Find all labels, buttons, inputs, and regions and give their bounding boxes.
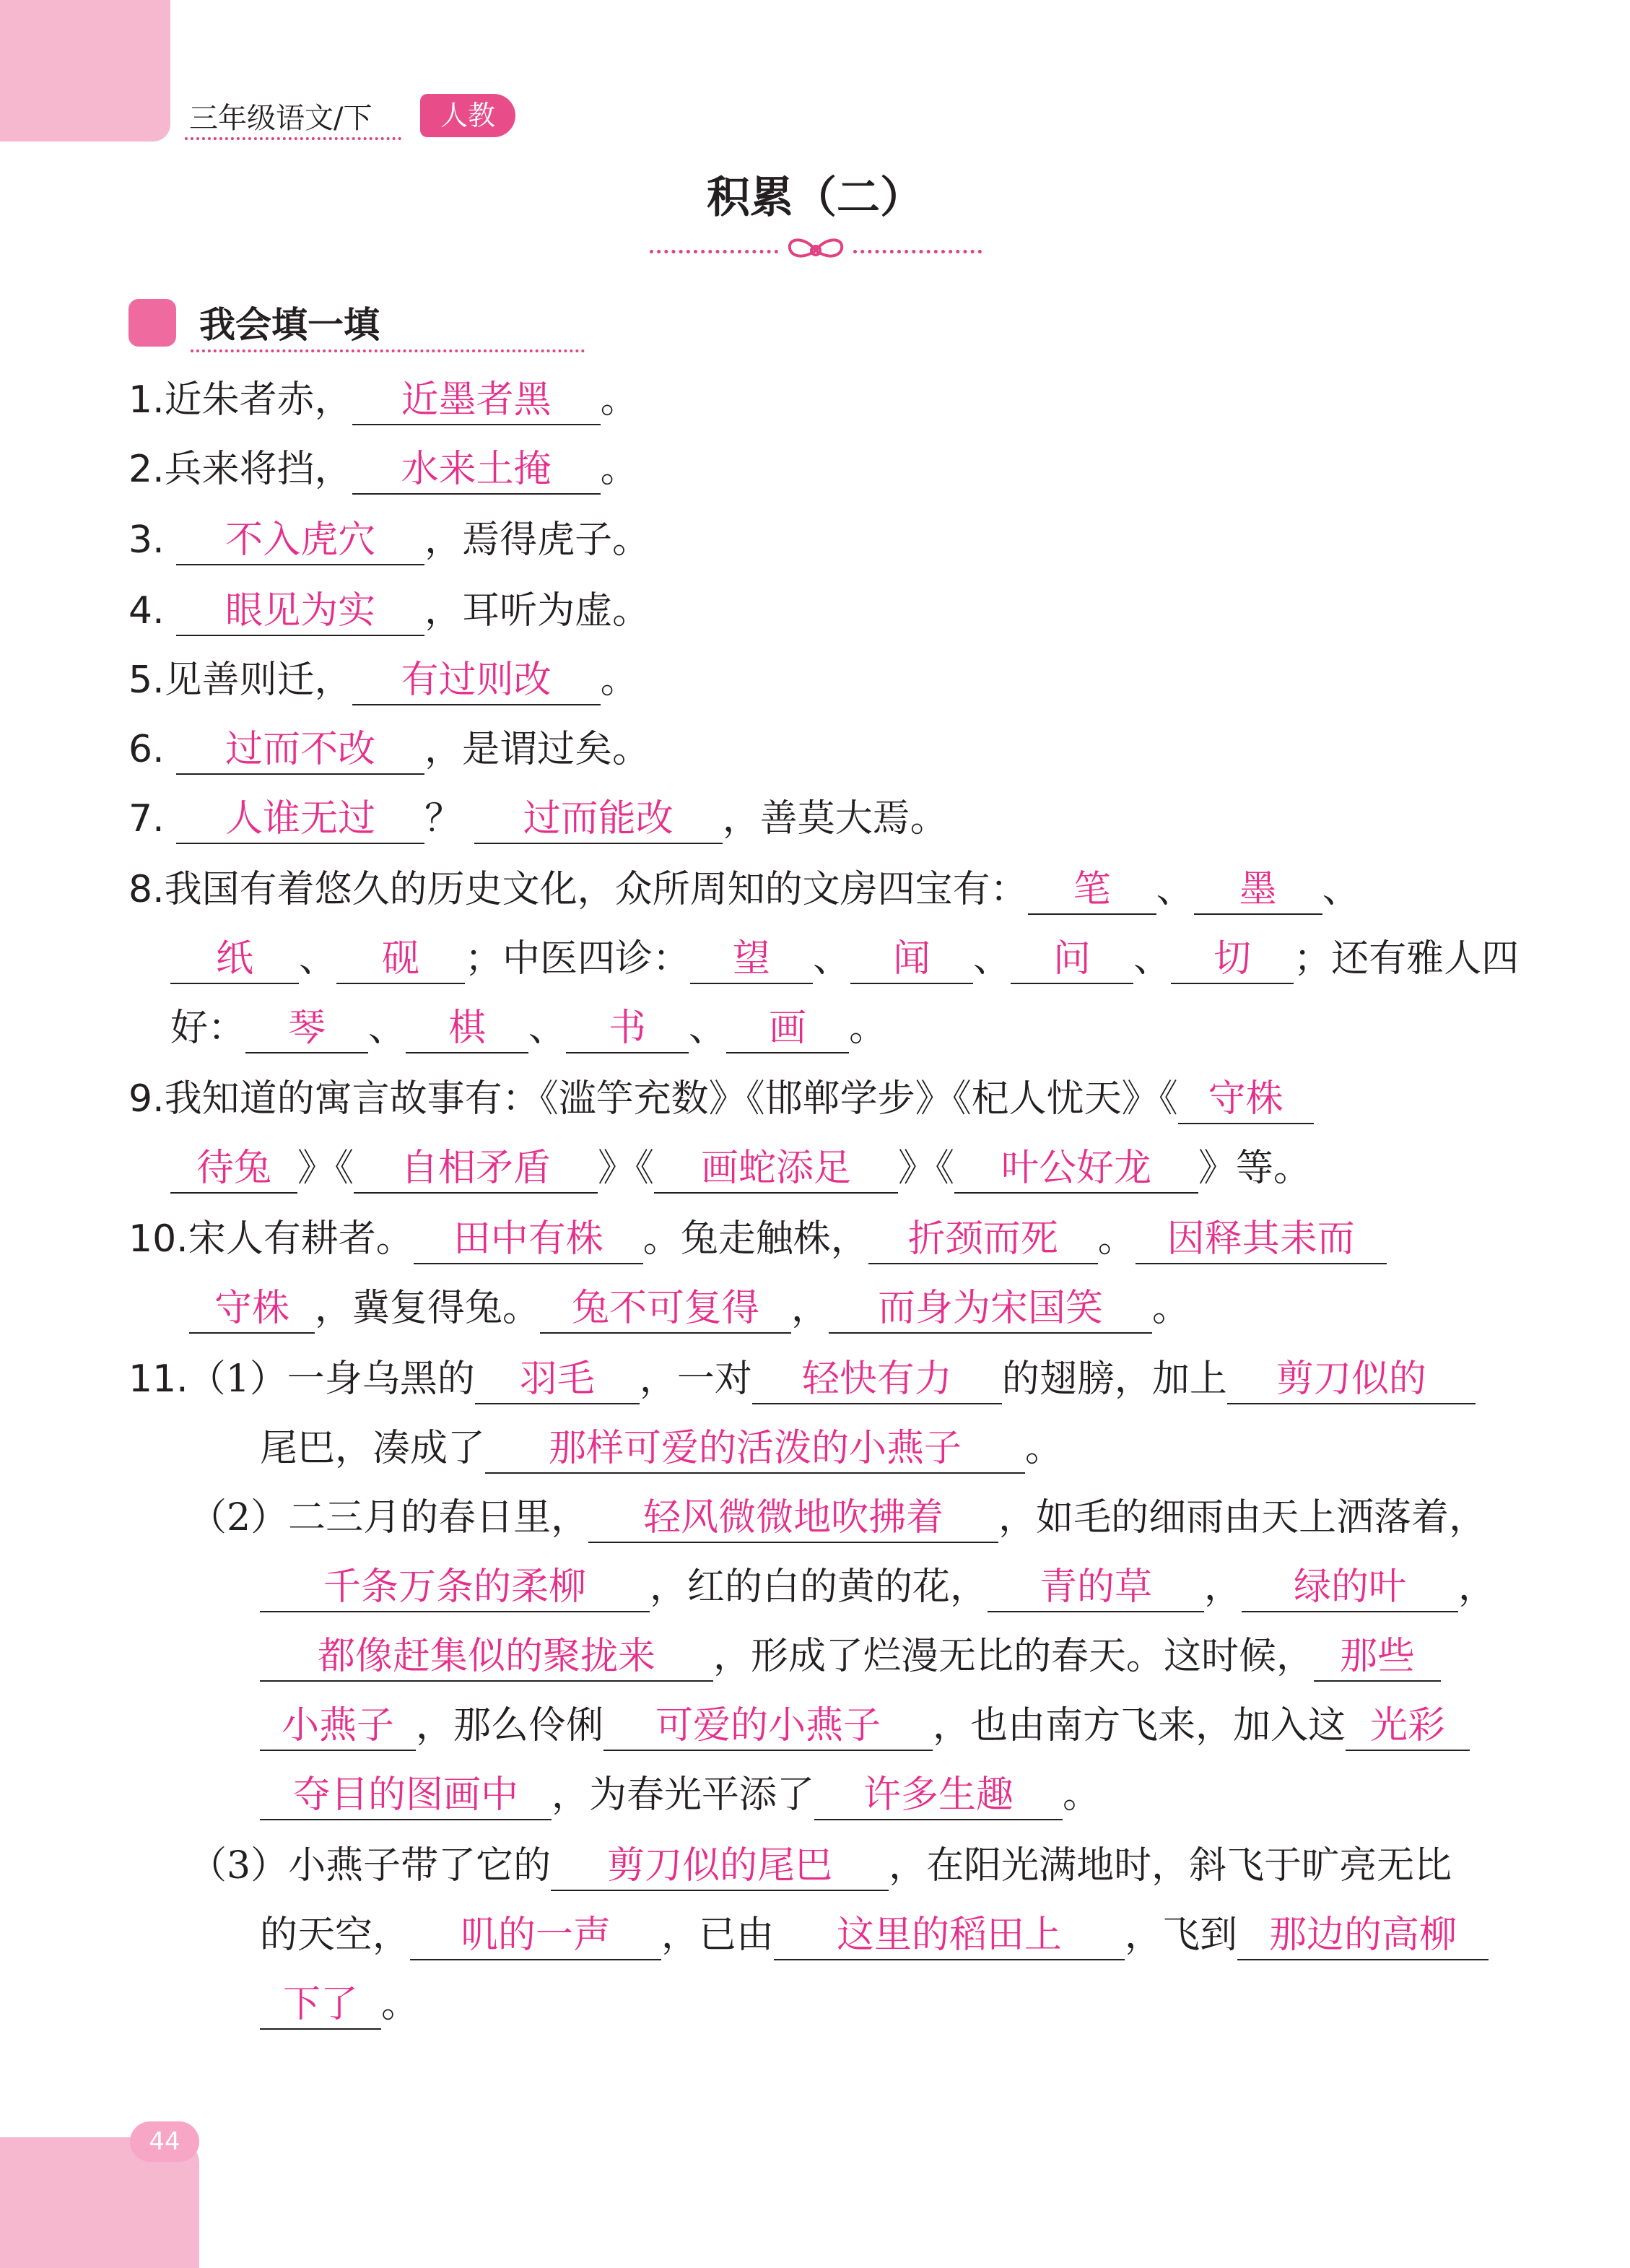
answer-blank[interactable]: 画蛇添足 [654,1144,898,1194]
answer-blank[interactable]: 不入虎穴 [176,516,424,565]
answer-blank[interactable]: 剪刀似的尾巴 [551,1842,889,1891]
answer-blank[interactable]: 笔 [1028,866,1156,915]
answer-blank[interactable]: 书 [566,1004,689,1053]
answer-blank[interactable]: 轻风微微地吹拂着 [588,1494,998,1543]
bow-icon [785,233,846,269]
answer-blank[interactable]: 轻快有力 [752,1355,1002,1404]
answer-blank[interactable]: 因释其耒而 [1136,1215,1387,1264]
question-4: 4. 眼见为实 ，耳听为虚。 [128,582,650,640]
answer-blank[interactable]: 画 [726,1004,849,1053]
corner-tab [0,0,170,142]
answer-blank[interactable]: 守株 [189,1285,315,1334]
answer-blank[interactable]: 剪刀似的 [1227,1355,1476,1404]
question-8-line-3: 好： 琴 、 棋 、 书 、 画 。 [170,999,886,1057]
question-11-part-2-line-3: 都像赶集似的聚拢来 ，形成了烂漫无比的春天。这时候， 那些 [260,1628,1441,1685]
question-2: 2.兵来将挡， 水来土掩 。 [128,440,638,498]
answer-blank[interactable]: 琴 [245,1004,368,1053]
page-title: 积累（二） [707,173,923,223]
question-11-part-2: （2）二三月的春日里， 轻风微微地吹拂着 ，如毛的细雨由天上洒落着， [189,1489,1486,1547]
answer-blank[interactable]: 问 [1011,935,1133,984]
section-heading-text: 我会填一填 [199,304,380,346]
question-7: 7. 人谁无过 ？ 过而能改 ，善莫大焉。 [128,790,948,848]
question-10-line-2: 守株 ，冀复得兔。 兔不可复得 ， 而身为宋国笑 。 [189,1279,1190,1337]
answer-blank[interactable]: 兔不可复得 [540,1285,791,1334]
header-grade-subject: 三年级语文/下 [189,102,372,135]
answer-blank[interactable]: 眼见为实 [176,587,424,636]
answer-blank[interactable]: 砚 [336,935,465,984]
title-decoration [650,233,982,269]
answer-blank[interactable]: 叶公好龙 [954,1144,1198,1194]
question-9-line-2: 待兔 》《 自相矛盾 》《 画蛇添足 》《 叶公好龙 》等。 [170,1139,1311,1197]
question-8: 8.我国有着悠久的历史文化，众所周知的文房四宝有： 笔 、 墨 、 [128,861,1360,918]
question-11-part-3-line-2: 的天空， 叽的一声 ，已由 这里的稻田上 ，飞到 那边的高柳 [260,1906,1489,1964]
answer-blank[interactable]: 棋 [406,1004,528,1053]
question-11-part-1-line-2: 尾巴，凑成了 那样可爱的活泼的小燕子 。 [260,1420,1063,1477]
answer-blank[interactable]: 那些 [1314,1633,1441,1682]
answer-blank[interactable]: 待兔 [170,1144,297,1194]
question-9: 9.我知道的寓言故事有：《滥竽充数》《邯郸学步》《杞人忧天》《 守株 [128,1070,1314,1128]
answer-blank[interactable]: 近墨者黑 [352,376,601,425]
answer-blank[interactable]: 羽毛 [475,1355,640,1404]
answer-blank[interactable]: 青的草 [988,1563,1204,1612]
answer-blank[interactable]: 纸 [170,935,299,984]
answer-blank[interactable]: 叽的一声 [410,1911,661,1960]
section-heading-underline [191,349,585,352]
answer-blank[interactable]: 那样可爱的活泼的小燕子 [485,1425,1025,1474]
answer-blank[interactable]: 夺目的图画中 [260,1771,552,1820]
answer-blank[interactable]: 光彩 [1346,1702,1470,1751]
question-8-line-2: 纸 、 砚 ；中医四诊： 望 、 闻 、 问 、 切 ；还有雅人四 [170,930,1519,988]
question-1: 1.近朱者赤， 近墨者黑 。 [128,371,638,429]
question-3: 3. 不入虎穴 ，焉得虎子。 [128,511,650,569]
answer-blank[interactable]: 望 [690,935,813,984]
question-11-part-1: 11.（1）一身乌黑的 羽毛 ，一对 轻快有力 的翅膀，加上 剪刀似的 [128,1350,1476,1408]
answer-blank[interactable]: 过而不改 [176,726,424,775]
answer-blank[interactable]: 小燕子 [260,1702,416,1751]
question-11-part-3: （3）小燕子带了它的 剪刀似的尾巴 ，在阳光满地时，斜飞于旷亮无比 [189,1837,1452,1895]
title-dots-right [853,250,982,253]
answer-blank[interactable]: 而身为宋国笑 [829,1285,1152,1334]
answer-blank[interactable]: 过而能改 [474,795,723,844]
answer-blank[interactable]: 水来土掩 [352,446,601,495]
question-11-part-2-line-2: 千条万条的柔柳 ，红的白的黄的花， 青的草 ， 绿的叶 ， [260,1558,1496,1616]
answer-blank[interactable]: 千条万条的柔柳 [260,1563,650,1612]
answer-blank[interactable]: 绿的叶 [1242,1563,1458,1612]
question-5: 5.见善则迁， 有过则改 。 [128,651,638,709]
answer-blank[interactable]: 守株 [1178,1075,1314,1124]
answer-blank[interactable]: 闻 [850,935,973,984]
answer-blank[interactable]: 切 [1171,935,1294,984]
section-marker-icon [128,299,176,347]
answer-blank[interactable]: 可爱的小燕子 [603,1702,933,1751]
answer-blank[interactable]: 田中有株 [414,1215,643,1264]
answer-blank[interactable]: 这里的稻田上 [774,1911,1125,1960]
question-11-part-3-line-3: 下了 。 [260,1976,419,2033]
question-6: 6. 过而不改 ，是谓过矣。 [128,721,650,778]
answer-blank[interactable]: 墨 [1194,866,1322,915]
answer-blank[interactable]: 下了 [260,1981,381,2030]
answer-blank[interactable]: 人谁无过 [176,795,424,844]
header-dotted-rule [185,137,401,140]
publisher-badge: 人教 [420,94,515,137]
title-dots-left [650,250,778,253]
answer-blank[interactable]: 都像赶集似的聚拢来 [260,1633,713,1682]
question-11-part-2-line-4: 小燕子 ，那么伶俐 可爱的小燕子 ，也由南方飞来，加入这 光彩 [260,1697,1470,1755]
question-10: 10.宋人有耕者。 田中有株 。兔走触株， 折颈而死 。 因释其耒而 [128,1210,1387,1268]
answer-blank[interactable]: 有过则改 [352,656,601,705]
answer-blank[interactable]: 许多生趣 [814,1771,1063,1820]
answer-blank[interactable]: 那边的高柳 [1237,1911,1489,1960]
question-11-part-2-line-5: 夺目的图画中 ，为春光平添了 许多生趣 。 [260,1766,1100,1824]
answer-blank[interactable]: 折颈而死 [868,1215,1098,1264]
answer-blank[interactable]: 自相矛盾 [354,1144,598,1194]
page-number: 44 [130,2121,199,2162]
